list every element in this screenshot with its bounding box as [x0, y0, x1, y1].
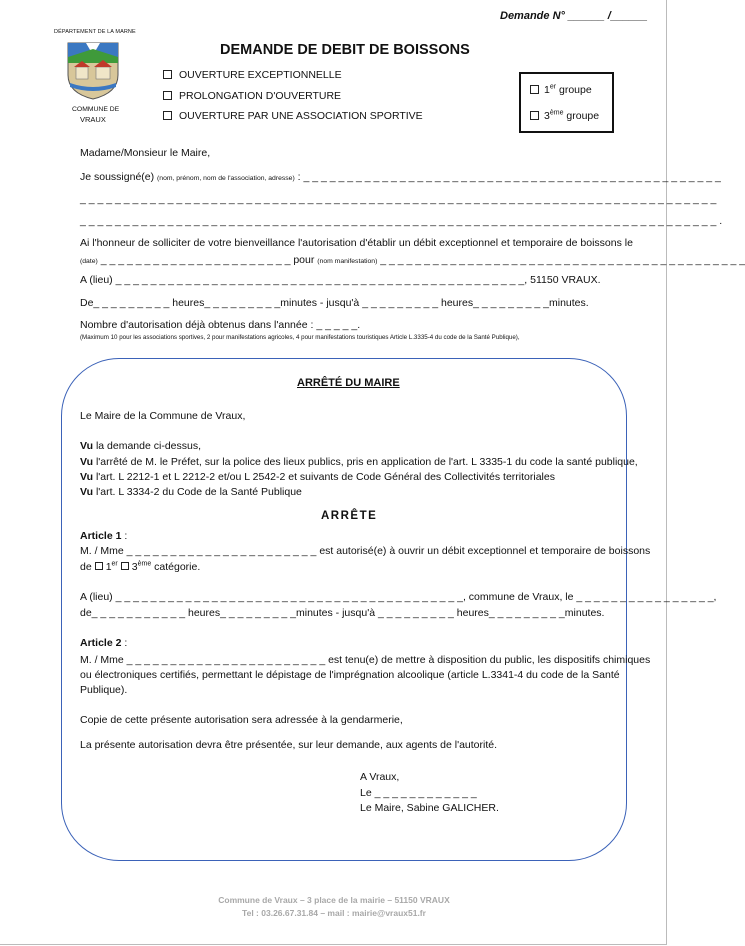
checkbox-icon[interactable] [163, 91, 172, 100]
commune-label-1: COMMUNE DE [72, 106, 120, 113]
signature-date[interactable]: Le _ _ _ _ _ _ _ _ _ _ _ _ [360, 787, 477, 799]
copy-text: Copie de cette présente autorisation sera adressée à la gendarmerie, [80, 714, 403, 726]
option-label: PROLONGATION D'OUVERTURE [179, 90, 342, 102]
arrete-intro: Le Maire de la Commune de Vraux, [80, 410, 246, 422]
article-2-line-2: ou électroniques certifiés, permettant le dépistage de l'imprégnation alcoolique (article L.3341-4 du code de la Santé [80, 669, 620, 681]
arrete-heading: ARRÊTÉ DU MAIRE [297, 377, 400, 389]
checkbox-icon[interactable] [163, 111, 172, 120]
vu-line-3: Vu l'art. L 2212-1 et L 2212-2 et/ou L 2542-2 et suivants de Code Général des Collectivités territoriales [80, 471, 555, 483]
checkbox-icon[interactable] [121, 562, 129, 570]
option-ouverture-exceptionnelle[interactable] [163, 69, 342, 82]
article-2-line-1[interactable]: M. / Mme _ _ _ _ _ _ _ _ _ _ _ _ _ _ _ _ _ _ _ _ _ _ _ est tenu(e) de mettre à disposition du public, les dispositifs chimiques [80, 654, 651, 666]
count-field[interactable]: Nombre d'autorisation déjà obtenus dans l'année : _ _ _ _ _. [80, 319, 361, 331]
vu-line-2: Vu l'arrêté de M. le Préfet, sur la police des lieux publics, pris en application de l'art. L 3335-1 du code la santé publique, [80, 456, 638, 468]
blank-line-2[interactable]: _ _ _ _ _ _ _ _ _ _ _ _ _ _ _ _ _ _ _ _ _ _ _ _ _ _ _ _ _ _ _ _ _ _ _ _ _ _ _ _ _ _ _ _ _ _ _ _ _ _ _ _ _ _ _ _ _ _ _ _ _ _ _ _ _ _ _ _ _ _ _ _ _ . [80, 215, 723, 227]
group-1-option[interactable]: 1er groupe [530, 84, 592, 97]
signature-mayor: Le Maire, Sabine GALICHER. [360, 802, 499, 814]
checkbox-icon[interactable] [530, 85, 539, 94]
article-2-title: Article 2 : [80, 637, 128, 649]
option-prolongation[interactable] [163, 90, 341, 103]
request-number: Demande N° ______ /______ [500, 10, 648, 22]
option-label: OUVERTURE EXCEPTIONNELLE [179, 69, 342, 81]
salutation: Madame/Monsieur le Maire, [80, 147, 211, 159]
coat-of-arms-icon [66, 41, 120, 101]
group-box [519, 72, 614, 133]
checkbox-icon[interactable] [163, 70, 172, 79]
checkbox-icon[interactable] [95, 562, 103, 570]
article-1-time[interactable]: de_ _ _ _ _ _ _ _ _ _ _ heures_ _ _ _ _ _ _ _ _minutes - jusqu'à _ _ _ _ _ _ _ _ _ heures_ _ _ _ _ _ _ _ _minutes. [80, 607, 605, 619]
article-1-category[interactable]: de 1er 3ème catégorie. [80, 560, 201, 573]
commune-label-2: VRAUX [80, 115, 106, 124]
soussigne-field[interactable]: Je soussigné(e) (nom, prénom, nom de l'association, adresse) : _ _ _ _ _ _ _ _ _ _ _ _ _ _ _ _ _ _ _ _ _ _ _ _ _ _ _ _ _ _ _ _ _ _ _ _ _ _ _ _ _ _ _ _ _ _ _ _ [80, 171, 721, 183]
department-label: DÉPARTEMENT DE LA MARNE [54, 29, 136, 35]
option-association-sportive[interactable] [163, 110, 423, 123]
option-label: OUVERTURE PAR UNE ASSOCIATION SPORTIVE [179, 110, 423, 122]
footer-address: Commune de Vraux – 3 place de la mairie – 51150 VRAUX [218, 895, 450, 905]
time-field[interactable]: De_ _ _ _ _ _ _ _ _ heures_ _ _ _ _ _ _ _ _minutes - jusqu'à _ _ _ _ _ _ _ _ _ heures_ _ _ _ _ _ _ _ _minutes. [80, 297, 589, 309]
checkbox-icon[interactable] [530, 111, 539, 120]
page-title: DEMANDE DE DEBIT DE BOISSONS [220, 42, 470, 58]
signature-place: A Vraux, [360, 771, 400, 783]
article-1-title: Article 1 : [80, 530, 128, 542]
date-manif-field[interactable]: (date) _ _ _ _ _ _ _ _ _ _ _ _ _ _ _ _ _ _ _ _ _ _ pour (nom manifestation) _ _ _ _ _ _ _ _ _ _ _ _ _ _ _ _ _ _ _ _ _ _ _ _ _ _ _ _ _ _ _ _ _ _ _ _ _ _ _ _ _ _ [80, 254, 745, 266]
footer-contact: Tel : 03.26.67.31.84 – mail : mairie@vraux51.fr [242, 908, 426, 918]
article-2-line-3: Publique). [80, 684, 128, 696]
blank-line-1[interactable]: _ _ _ _ _ _ _ _ _ _ _ _ _ _ _ _ _ _ _ _ _ _ _ _ _ _ _ _ _ _ _ _ _ _ _ _ _ _ _ _ _ _ _ _ _ _ _ _ _ _ _ _ _ _ _ _ _ _ _ _ _ _ _ _ _ _ _ _ _ _ _ _ _ [80, 193, 717, 205]
vu-line-4: Vu l'art. L 3334-2 du Code de la Santé Publique [80, 486, 302, 498]
count-note: (Maximum 10 pour les associations sportives, 2 pour manifestations agricoles, 4 pour manifestations touristiques Article L.3335-4 du code de la Santé Publique), [80, 334, 520, 341]
group-3-option[interactable]: 3ème groupe [530, 110, 599, 123]
article-1-line-1[interactable]: M. / Mme _ _ _ _ _ _ _ _ _ _ _ _ _ _ _ _ _ _ _ _ _ _ est autorisé(e) à ouvrir un débit exceptionnel et temporaire de boissons [80, 545, 651, 557]
vu-line-1: Vu la demande ci-dessus, [80, 440, 202, 452]
article-1-lieu[interactable]: A (lieu) _ _ _ _ _ _ _ _ _ _ _ _ _ _ _ _ _ _ _ _ _ _ _ _ _ _ _ _ _ _ _ _ _ _ _ _ _ _ _ _, commune de Vraux, le _ _ _ _ _ _ _ _ _ _ _ _ _ _ _ _, [80, 591, 717, 603]
arrete-word: ARRÊTE [321, 510, 378, 522]
present-text: La présente autorisation devra être présentée, sur leur demande, aux agents de l'autorité. [80, 739, 498, 751]
honneur-text: Ai l'honneur de solliciter de votre bienveillance l'autorisation d'établir un débit exceptionnel et temporaire de boissons le [80, 237, 633, 249]
lieu-field[interactable]: A (lieu) _ _ _ _ _ _ _ _ _ _ _ _ _ _ _ _ _ _ _ _ _ _ _ _ _ _ _ _ _ _ _ _ _ _ _ _ _ _ _ _ _ _ _ _ _ _ _, 51150 VRAUX. [80, 274, 601, 286]
